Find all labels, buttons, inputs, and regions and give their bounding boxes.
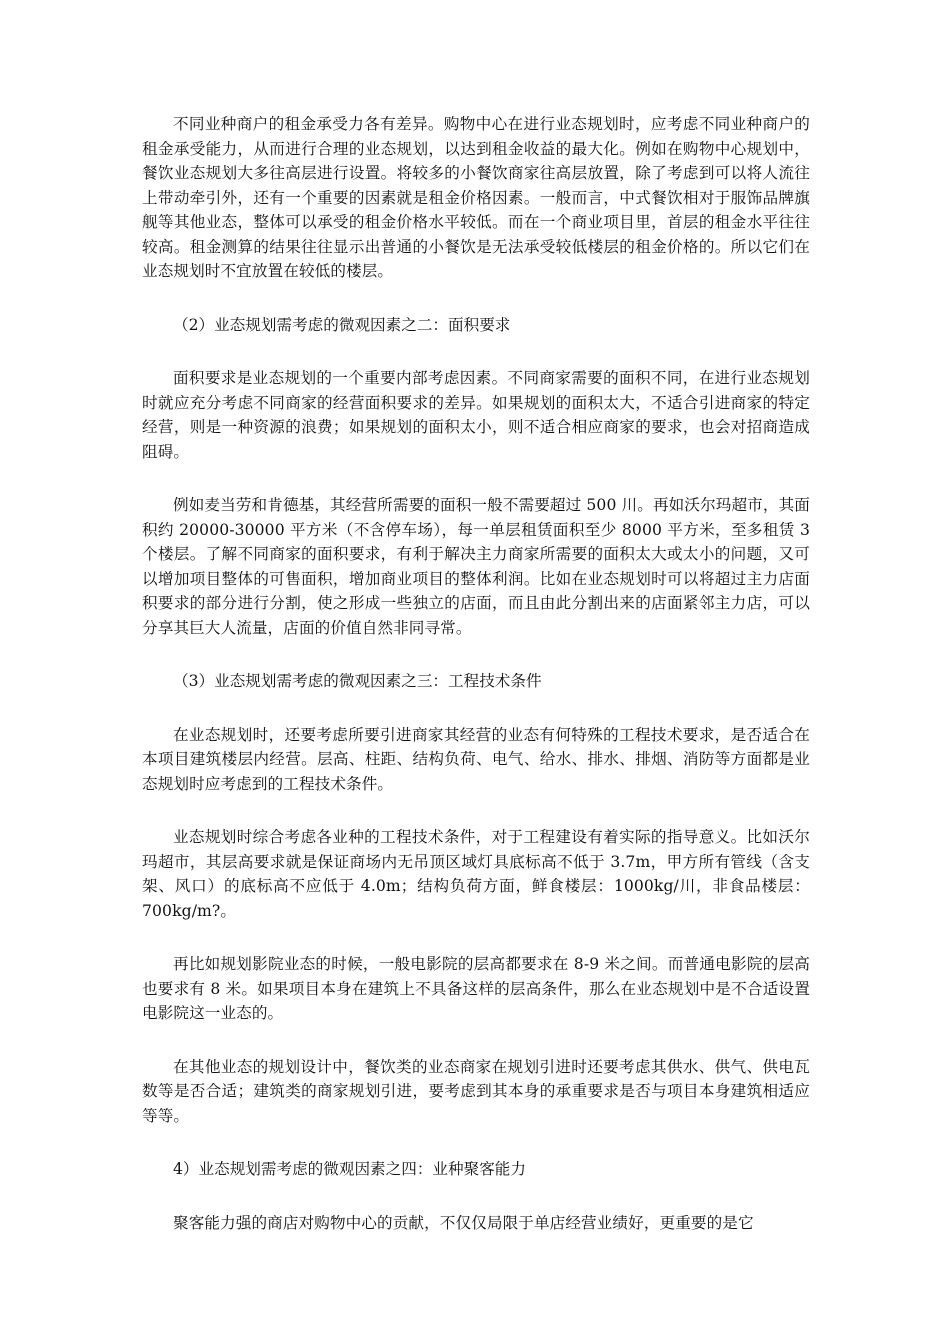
heading-customer-attraction: 4）业态规划需考虑的微观因素之四：业种聚客能力: [173, 1160, 526, 1178]
paragraph-customer-attraction: 聚客能力强的商店对购物中心的贡献，不仅仅局限于单店经营业绩好，更重要的是它: [173, 1213, 754, 1232]
paragraph-area-requirement: 面积要求是业态规划的一个重要内部考虑因素。不同商家需要的面积不同，在进行业态规划时就应充分考虑不同商家的经营面积要求的差异。如果规划的面积太大，不适合引进商家的特定经营，则是一种资源的浪费；如果规划的面积太小，则不适合相应商家的要求，也会对招商造成阻碍。: [142, 369, 810, 461]
paragraph-walmart-example: 业态规划时综合考虑各业种的工程技术条件，对于工程建设有着实际的指导意义。比如沃尔玛超市，其层高要求就是保证商场内无吊顶区域灯具底标高不低于 3.7m，甲方所有管线（含支架、风口）的底标高不应低于 4.0m；结构负荷方面，鲜食楼层：1000kg/川，非食品楼层：700kg/m?。: [142, 828, 810, 920]
paragraph-engineering-requirements: 在业态规划时，还要考虑所要引进商家其经营的业态有何特殊的工程技术要求，是否适合在本项目建筑楼层内经营。层高、柱距、结构负荷、电气、给水、排水、排烟、消防等方面都是业态规划时应考虑到的工程技术条件。: [142, 725, 810, 793]
paragraph-other-formats: 在其他业态的规划设计中，餐饮类的业态商家在规划引进时还要考虑其供水、供气、供电瓦数等是否合适；建筑类的商家规划引进，要考虑到其本身的承重要求是否与项目本身建筑相适应等等。: [142, 1057, 810, 1125]
paragraph-area-examples: 例如麦当劳和肯德基，其经营所需要的面积一般不需要超过 500 川。再如沃尔玛超市，其面积约 20000-30000 平方米（不含停车场），每一单层租赁面积至少 8000 平方米，至多租赁 3 个楼层。了解不同商家的面积要求，有利于解决主力商家所需要的面积太大或太小的问题，又可以增加项目整体的可售面积，增加商业项目的整体利润。比如在业态规划时可以将超过主力店面积要求的部分进行分割，使之形成一些独立的店面，而且由此分割出来的店面紧邻主力店，可以分享其巨大人流量，店面的价值自然非同寻常。: [142, 496, 810, 637]
heading-engineering-conditions: （3）业态规划需考虑的微观因素之三：工程技术条件: [173, 672, 542, 690]
paragraph-cinema-example: 再比如规划影院业态的时候，一般电影院的层高都要求在 8-9 米之间。而普通电影院的层高也要求有 8 米。如果项目本身在建筑上不具备这样的层高条件，那么在业态规划中是不合适设置电影院这一业态的。: [142, 955, 810, 1022]
paragraph-rent-capacity: 不同业种商户的租金承受力各有差异。购物中心在进行业态规划时，应考虑不同业种商户的租金承受能力，从而进行合理的业态规划，以达到租金收益的最大化。例如在购物中心规划中，餐饮业态规划大多往高层进行设置。将较多的小餐饮商家往高层放置，除了考虑到可以将人流往上带动牵引外，还有一个重要的因素就是租金价格因素。一般而言，中式餐饮相对于服饰品牌旗舰等其他业态，整体可以承受的租金价格水平较低。而在一个商业项目里，首层的租金水平往往较高。租金测算的结果往往显示出普通的小餐饮是无法承受较低楼层的租金价格的。所以它们在业态规划时不宜放置在较低的楼层。: [142, 115, 810, 280]
heading-area-requirement: （2）业态规划需考虑的微观因素之二：面积要求: [173, 315, 511, 334]
document-page: [142, 112, 810, 1235]
